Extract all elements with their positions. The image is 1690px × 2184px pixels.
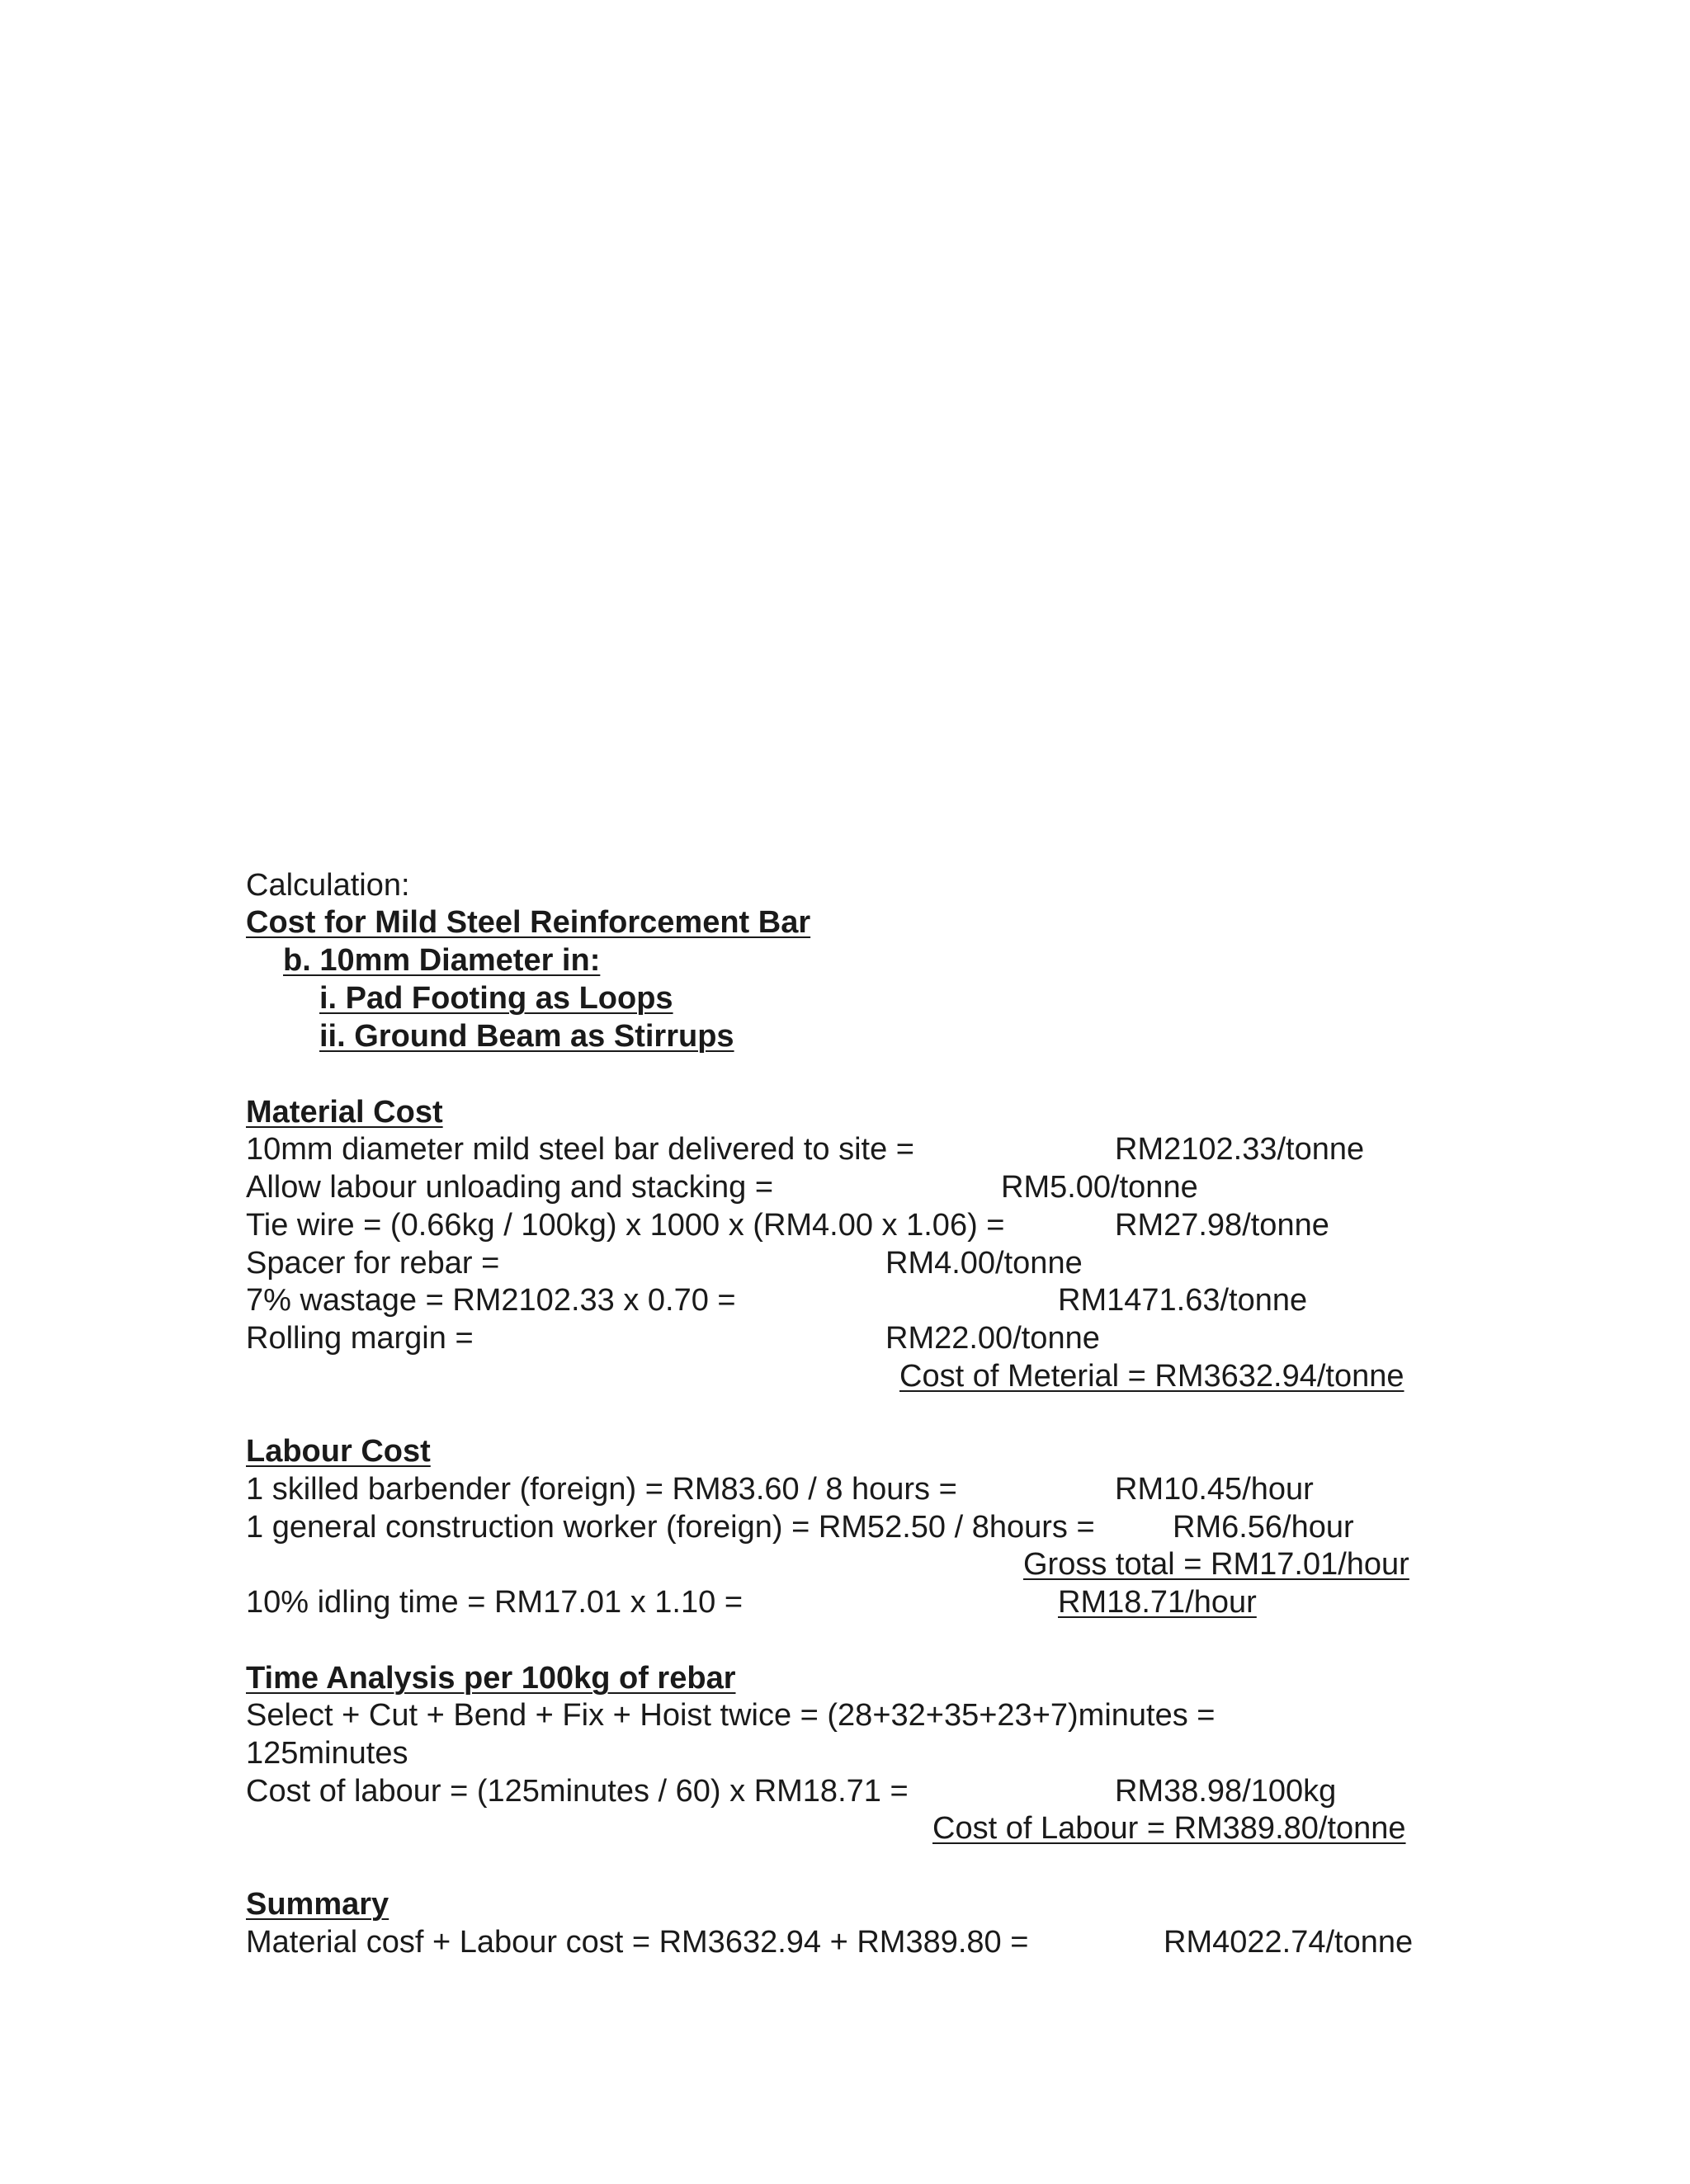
labour-cost-calc-label: Cost of labour = (125minutes / 60) x RM18.71 =	[246, 1774, 909, 1809]
summary-label: Material cosf + Labour cost = RM3632.94 + RM389.80 =	[246, 1925, 1029, 1960]
material-row-value: RM27.98/tonne	[1115, 1208, 1329, 1243]
material-row-value: RM22.00/tonne	[885, 1321, 1100, 1356]
labour-row-label: 1 general construction worker (foreign) = RM52.50 / 8hours =	[246, 1510, 1095, 1545]
labour-gross-total: Gross total = RM17.01/hour	[1023, 1547, 1409, 1582]
item-ground-beam: ii. Ground Beam as Stirrups	[319, 1019, 734, 1054]
material-row-label: 7% wastage = RM2102.33 x 0.70 =	[246, 1283, 736, 1318]
material-cost-heading: Material Cost	[246, 1095, 443, 1130]
item-pad-footing: i. Pad Footing as Loops	[319, 981, 673, 1016]
document-title: Cost for Mild Steel Reinforcement Bar	[246, 905, 811, 940]
material-row-value: RM4.00/tonne	[885, 1246, 1083, 1281]
material-row-value: RM2102.33/tonne	[1115, 1132, 1365, 1167]
labour-row-value: RM6.56/hour	[1173, 1510, 1354, 1545]
calculation-label: Calculation:	[246, 868, 410, 903]
labour-cost-calc-value: RM38.98/100kg	[1115, 1774, 1337, 1809]
time-analysis-formula: Select + Cut + Bend + Fix + Hoist twice = (28+32+35+23+7)minutes =	[246, 1698, 1216, 1733]
material-row-label: Allow labour unloading and stacking =	[246, 1170, 774, 1205]
summary-heading: Summary	[246, 1887, 389, 1922]
material-row-value: RM5.00/tonne	[1001, 1170, 1198, 1205]
time-analysis-heading: Time Analysis per 100kg of rebar	[246, 1661, 736, 1696]
labour-row-label: 1 skilled barbender (foreign) = RM83.60 / 8 hours =	[246, 1472, 957, 1507]
labour-cost-heading: Labour Cost	[246, 1434, 431, 1469]
labour-cost-total: Cost of Labour = RM389.80/tonne	[932, 1811, 1406, 1846]
idling-time-label: 10% idling time = RM17.01 x 1.10 =	[246, 1585, 744, 1620]
material-cost-total: Cost of Meterial = RM3632.94/tonne	[899, 1359, 1404, 1394]
material-row-label: Rolling margin =	[246, 1321, 474, 1356]
idling-time-value: RM18.71/hour	[1058, 1585, 1257, 1620]
subtitle: b. 10mm Diameter in:	[283, 943, 601, 978]
material-row-label: Spacer for rebar =	[246, 1246, 500, 1281]
material-row-label: Tie wire = (0.66kg / 100kg) x 1000 x (RM4.00 x 1.06) =	[246, 1208, 1005, 1243]
summary-total-value: RM4022.74/tonne	[1164, 1925, 1414, 1960]
time-analysis-minutes: 125minutes	[246, 1736, 408, 1771]
labour-row-value: RM10.45/hour	[1115, 1472, 1314, 1507]
material-row-value: RM1471.63/tonne	[1058, 1283, 1308, 1318]
material-row-label: 10mm diameter mild steel bar delivered to site =	[246, 1132, 914, 1167]
